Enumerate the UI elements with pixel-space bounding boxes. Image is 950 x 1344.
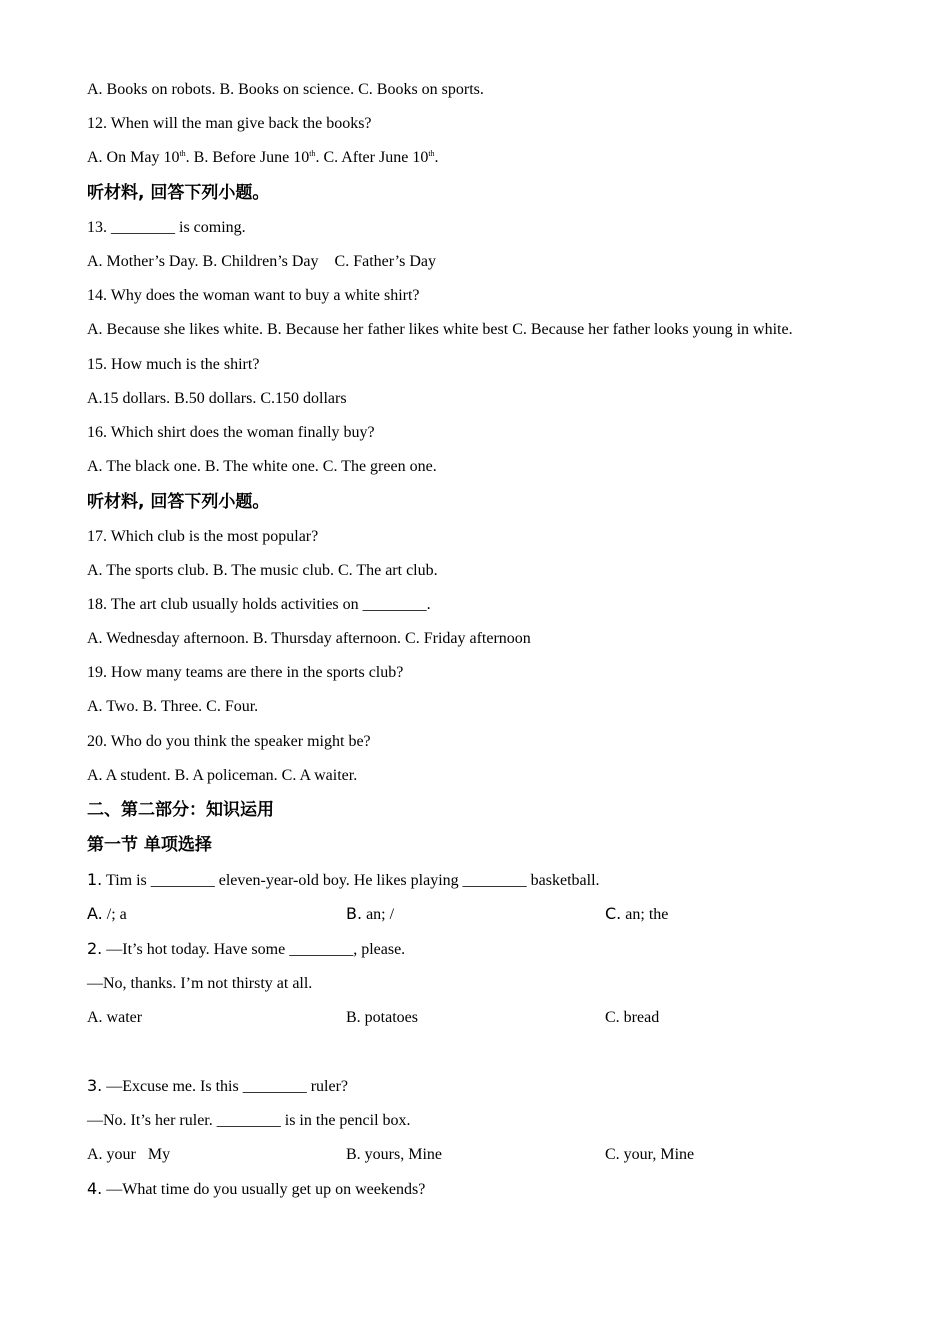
mc-q2-question (87, 939, 405, 960)
q11-options: A. Books on robots. B. Books on science. C. Books on sports. (87, 81, 484, 98)
option-letter: A. (87, 904, 103, 923)
q15-question: 15. How much is the shirt? (87, 356, 260, 373)
mc-q1-option-c (605, 904, 668, 925)
mc-q4-text: —What time do you usually get up on weekends? (102, 1181, 426, 1198)
mc-q1-text: Tim is ________ eleven-year-old boy. He likes playing ________ basketball. (102, 872, 600, 889)
q12-options (87, 148, 439, 168)
mc-q1-option-a (87, 904, 127, 925)
option-text: /; a (102, 906, 127, 923)
option-text: an; the (621, 906, 669, 923)
mc-q4-question (87, 1179, 425, 1200)
q12-option-c: . C. After June 10 (315, 149, 429, 166)
listening-heading-1: 听材料, 回答下列小题。 (87, 183, 270, 203)
q17-question: 17. Which club is the most popular? (87, 528, 319, 545)
q18-options: A. Wednesday afternoon. B. Thursday afternoon. C. Friday afternoon (87, 630, 531, 647)
listening-heading-2: 听材料, 回答下列小题。 (87, 492, 270, 512)
mc-q4-number: 4. (87, 1179, 103, 1198)
q17-options: A. The sports club. B. The music club. C. The art club. (87, 562, 438, 579)
q19-options: A. Two. B. Three. C. Four. (87, 698, 259, 715)
q14-question: 14. Why does the woman want to buy a white shirt? (87, 287, 420, 304)
part-two-heading: 二、第二部分：知识运用 (87, 800, 274, 820)
mc-q1-option-b (346, 904, 394, 925)
q19-question: 19. How many teams are there in the sports club? (87, 664, 404, 681)
mc-q2-number: 2. (87, 939, 103, 958)
q13-question: 13. ________ is coming. (87, 219, 246, 236)
ordinal-suffix: th (309, 149, 316, 158)
ordinal-suffix: th (179, 149, 186, 158)
mc-q3-option-c: C. your, Mine (605, 1146, 695, 1163)
mc-q1-number: 1. (87, 870, 103, 889)
q12-option-a: A. On May 10 (87, 149, 180, 166)
section-one-heading: 第一节 单项选择 (87, 835, 212, 855)
mc-q3-reply: —No. It’s her ruler. ________ is in the pencil box. (87, 1112, 411, 1129)
q12-end: . (434, 149, 439, 166)
mc-q3-number: 3. (87, 1076, 103, 1095)
q16-question: 16. Which shirt does the woman finally buy? (87, 424, 375, 441)
option-text: an; / (362, 906, 395, 923)
mc-q3-option-b: B. yours, Mine (346, 1146, 442, 1163)
option-letter: C. (605, 904, 622, 923)
mc-q2-reply: —No, thanks. I’m not thirsty at all. (87, 975, 313, 992)
q16-options: A. The black one. B. The white one. C. The green one. (87, 458, 437, 475)
q18-question: 18. The art club usually holds activities on ________. (87, 596, 431, 613)
q12-question: 12. When will the man give back the books? (87, 115, 372, 132)
q13-options: A. Mother’s Day. B. Children’s Day C. Father’s Day (87, 253, 436, 270)
q20-options: A. A student. B. A policeman. C. A waiter. (87, 767, 358, 784)
q12-option-b: . B. Before June 10 (185, 149, 310, 166)
mc-q3-option-a: A. your My (87, 1146, 171, 1163)
mc-q1-question (87, 870, 600, 891)
q20-question: 20. Who do you think the speaker might be? (87, 733, 371, 750)
q15-options: A.15 dollars. B.50 dollars. C.150 dollars (87, 390, 347, 407)
option-letter: B. (346, 904, 363, 923)
mc-q2-option-b: B. potatoes (346, 1009, 418, 1026)
mc-q3-question (87, 1076, 348, 1097)
mc-q3-text: —Excuse me. Is this ________ ruler? (102, 1078, 348, 1095)
q14-options: A. Because she likes white. B. Because her father likes white best C. Because her father looks young in white. (87, 321, 793, 338)
ordinal-suffix: th (428, 149, 435, 158)
mc-q2-option-a: A. water (87, 1009, 143, 1026)
mc-q2-option-c: C. bread (605, 1009, 660, 1026)
mc-q2-text: —It’s hot today. Have some ________, please. (102, 941, 406, 958)
